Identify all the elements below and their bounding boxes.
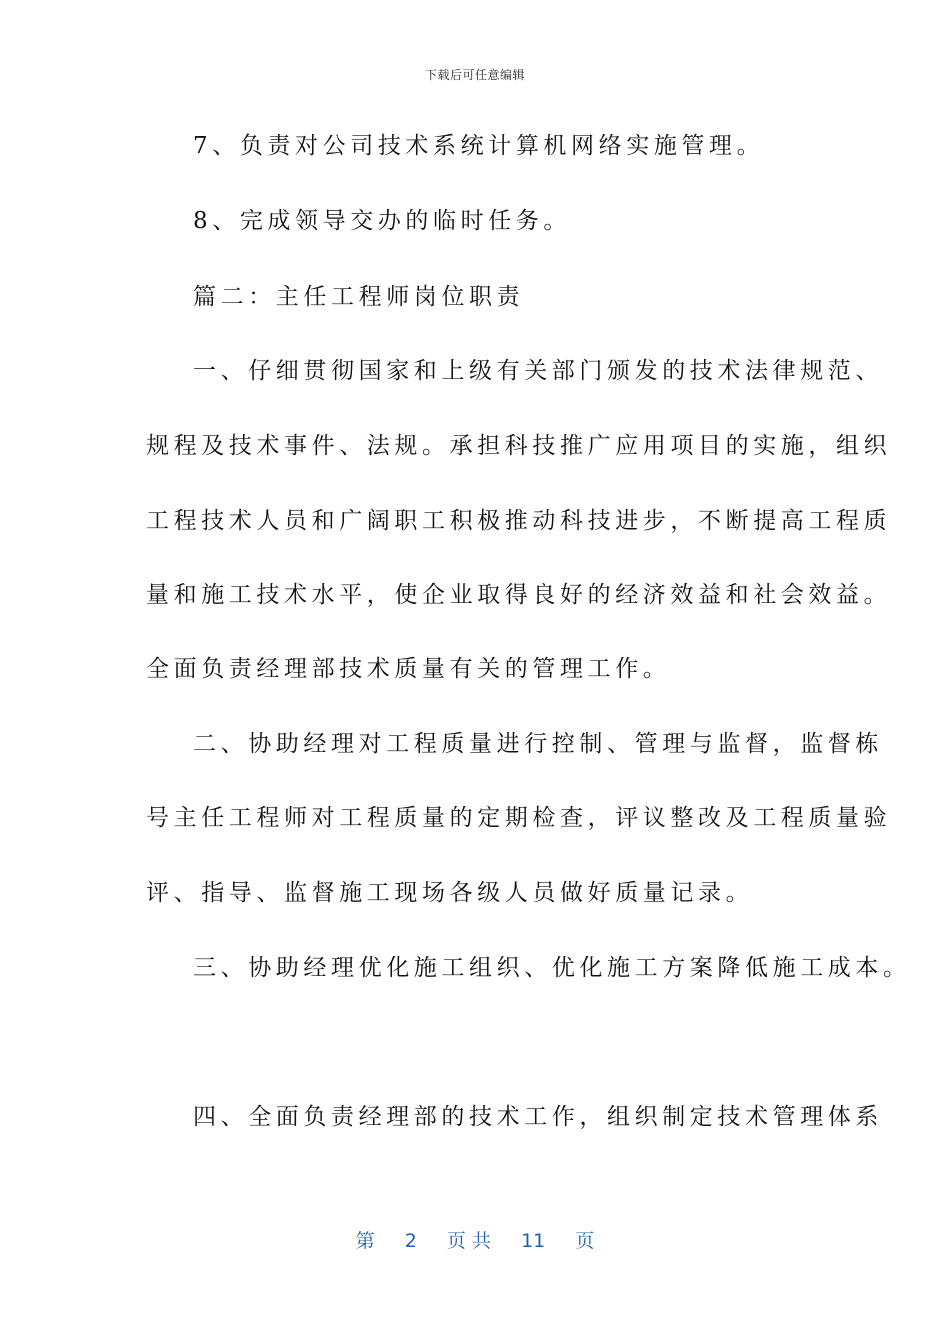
paragraph-line: 四、全面负责经理部的技术工作，组织制定技术管理体系 bbox=[193, 1104, 883, 1130]
paragraph-line: 规程及技术事件、法规。承担科技推广应用项目的实施，组织 bbox=[146, 433, 892, 459]
paragraph-line: 二、协助经理对工程质量进行控制、管理与监督，监督栋 bbox=[193, 731, 883, 757]
paragraph-line: 7、负责对公司技术系统计算机网络实施管理。 bbox=[193, 133, 765, 159]
footer-total-word: 页 bbox=[575, 1230, 595, 1252]
paragraph-line: 量和施工技术水平，使企业取得良好的经济效益和社会效益。 bbox=[146, 582, 892, 608]
paragraph-line: 评、指导、监督施工现场各级人员做好质量记录。 bbox=[146, 880, 754, 906]
paragraph-line: 三、协助经理优化施工组织、优化施工方案降低施工成本。 bbox=[193, 955, 911, 981]
paragraph-line: 全面负责经理部技术质量有关的管理工作。 bbox=[146, 656, 671, 682]
footer-total-label: 共 bbox=[471, 1230, 491, 1252]
paragraph-line: 一、仔细贯彻国家和上级有关部门颁发的技术法律规范、 bbox=[193, 358, 883, 384]
paragraph-line: 号主任工程师对工程质量的定期检查，评议整改及工程质量验 bbox=[146, 805, 892, 831]
footer-page-word: 页 bbox=[446, 1230, 466, 1252]
page-header: 下载后可任意编辑 bbox=[424, 68, 525, 82]
footer-total-pages: 11 bbox=[521, 1230, 546, 1252]
page-footer bbox=[0, 1226, 950, 1253]
paragraph-line: 8、完成领导交办的临时任务。 bbox=[193, 208, 572, 234]
paragraph-line: 工程技术人员和广阔职工积极推动科技进步，不断提高工程质 bbox=[146, 508, 892, 534]
footer-page-number: 2 bbox=[404, 1230, 417, 1252]
section-heading: 篇二：主任工程师岗位职责 bbox=[193, 284, 525, 310]
footer-page-label: 第 bbox=[355, 1230, 375, 1252]
